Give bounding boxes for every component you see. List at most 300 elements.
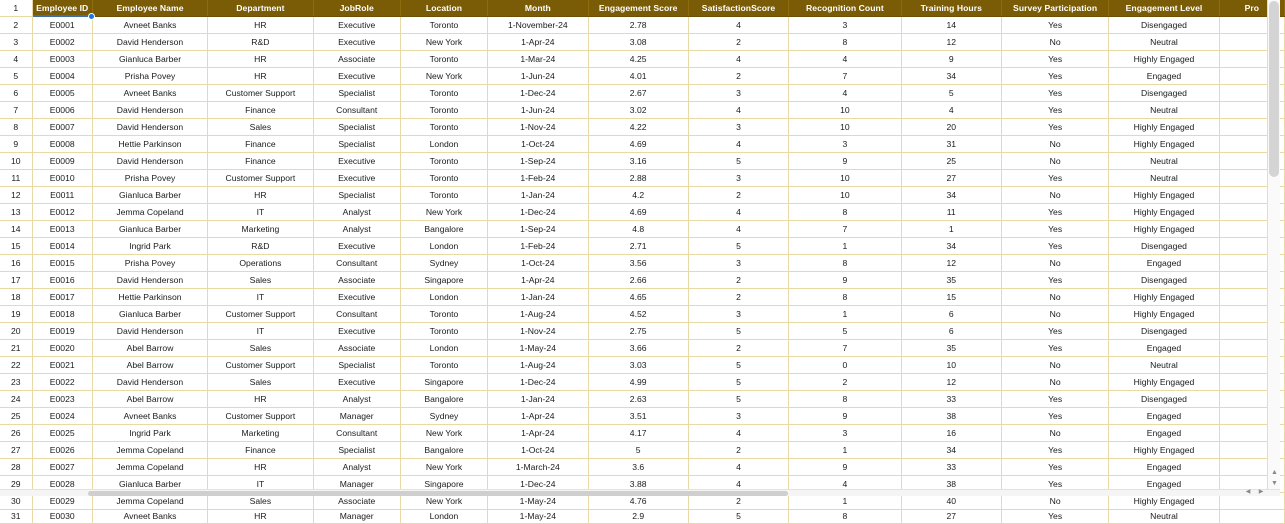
cell-engagement_score[interactable]: 4.76	[588, 493, 688, 510]
row-number[interactable]: 30	[0, 493, 32, 510]
cell-department[interactable]: HR	[208, 68, 313, 85]
cell-location[interactable]: Toronto	[400, 323, 487, 340]
cell-location[interactable]: Toronto	[400, 51, 487, 68]
cell-survey_participation[interactable]: Yes	[1001, 119, 1108, 136]
table-row[interactable]	[0, 221, 1285, 238]
column-header-employee_id[interactable]: Employee ID	[32, 0, 92, 17]
cell-engagement_level[interactable]: Disengaged	[1109, 272, 1219, 289]
cell-month[interactable]: 1-Apr-24	[488, 408, 588, 425]
cell-employee_id[interactable]: E0005	[32, 85, 92, 102]
cell-employee_id[interactable]: E0019	[32, 323, 92, 340]
cell-location[interactable]: Singapore	[400, 374, 487, 391]
cell-recognition_count[interactable]: 10	[789, 170, 901, 187]
cell-location[interactable]: Toronto	[400, 119, 487, 136]
row-number[interactable]: 13	[0, 204, 32, 221]
cell-department[interactable]: HR	[208, 510, 313, 524]
cell-employee_id[interactable]: E0027	[32, 459, 92, 476]
cell-recognition_count[interactable]: 10	[789, 187, 901, 204]
row-number[interactable]: 7	[0, 102, 32, 119]
cell-employee_id[interactable]: E0004	[32, 68, 92, 85]
cell-employee_id[interactable]: E0002	[32, 34, 92, 51]
cell-employee_name[interactable]: David Henderson	[92, 34, 207, 51]
row-number-header[interactable]: 1	[0, 0, 32, 17]
cell-department[interactable]: Customer Support	[208, 408, 313, 425]
cell-engagement_level[interactable]: Engaged	[1109, 255, 1219, 272]
row-number[interactable]: 24	[0, 391, 32, 408]
table-row[interactable]	[0, 238, 1285, 255]
cell-engagement_level[interactable]: Disengaged	[1109, 323, 1219, 340]
cell-promotion[interactable]	[1219, 510, 1284, 524]
row-number[interactable]: 9	[0, 136, 32, 153]
row-number[interactable]: 19	[0, 306, 32, 323]
table-row[interactable]	[0, 170, 1285, 187]
cell-engagement_score[interactable]: 5	[588, 442, 688, 459]
cell-training_hours[interactable]: 27	[901, 510, 1001, 524]
cell-satisfaction_score[interactable]: 3	[688, 170, 788, 187]
cell-satisfaction_score[interactable]: 4	[688, 459, 788, 476]
cell-employee_name[interactable]: Abel Barrow	[92, 391, 207, 408]
cell-engagement_score[interactable]: 4.17	[588, 425, 688, 442]
cell-department[interactable]: Finance	[208, 102, 313, 119]
column-header-month[interactable]: Month	[488, 0, 588, 17]
cell-satisfaction_score[interactable]: 5	[688, 238, 788, 255]
cell-employee_id[interactable]: E0026	[32, 442, 92, 459]
cell-employee_name[interactable]: Prisha Povey	[92, 255, 207, 272]
cell-month[interactable]: 1-May-24	[488, 510, 588, 524]
cell-engagement_score[interactable]: 4.65	[588, 289, 688, 306]
row-number[interactable]: 5	[0, 68, 32, 85]
cell-engagement_level[interactable]: Engaged	[1109, 68, 1219, 85]
table-row[interactable]	[0, 425, 1285, 442]
table-row[interactable]	[0, 136, 1285, 153]
cell-engagement_level[interactable]: Neutral	[1109, 357, 1219, 374]
cell-satisfaction_score[interactable]: 3	[688, 408, 788, 425]
cell-month[interactable]: 1-March-24	[488, 459, 588, 476]
cell-job_role[interactable]: Executive	[313, 17, 400, 34]
row-number[interactable]: 8	[0, 119, 32, 136]
cell-employee_name[interactable]: Abel Barrow	[92, 340, 207, 357]
cell-engagement_level[interactable]: Highly Engaged	[1109, 51, 1219, 68]
table-row[interactable]	[0, 306, 1285, 323]
cell-engagement_score[interactable]: 3.02	[588, 102, 688, 119]
cell-department[interactable]: Finance	[208, 136, 313, 153]
cell-location[interactable]: New York	[400, 68, 487, 85]
cell-training_hours[interactable]: 16	[901, 425, 1001, 442]
cell-month[interactable]: 1-Aug-24	[488, 357, 588, 374]
cell-engagement_level[interactable]: Engaged	[1109, 340, 1219, 357]
cell-job_role[interactable]: Specialist	[313, 136, 400, 153]
cell-recognition_count[interactable]: 9	[789, 153, 901, 170]
column-header-engagement_level[interactable]: Engagement Level	[1109, 0, 1219, 17]
table-row[interactable]	[0, 272, 1285, 289]
cell-satisfaction_score[interactable]: 2	[688, 289, 788, 306]
cell-employee_id[interactable]: E0001	[32, 17, 92, 34]
cell-job_role[interactable]: Consultant	[313, 425, 400, 442]
cell-department[interactable]: Sales	[208, 374, 313, 391]
row-number[interactable]: 17	[0, 272, 32, 289]
cell-survey_participation[interactable]: Yes	[1001, 442, 1108, 459]
cell-recognition_count[interactable]: 3	[789, 136, 901, 153]
cell-employee_id[interactable]: E0030	[32, 510, 92, 524]
cell-employee_name[interactable]: Gianluca Barber	[92, 306, 207, 323]
cell-job_role[interactable]: Associate	[313, 493, 400, 510]
cell-employee_name[interactable]: David Henderson	[92, 323, 207, 340]
cell-engagement_level[interactable]: Highly Engaged	[1109, 442, 1219, 459]
cell-survey_participation[interactable]: No	[1001, 425, 1108, 442]
cell-satisfaction_score[interactable]: 5	[688, 391, 788, 408]
row-number[interactable]: 27	[0, 442, 32, 459]
cell-engagement_score[interactable]: 4.69	[588, 136, 688, 153]
cell-recognition_count[interactable]: 1	[789, 306, 901, 323]
row-number[interactable]: 16	[0, 255, 32, 272]
cell-engagement_level[interactable]: Highly Engaged	[1109, 204, 1219, 221]
cell-recognition_count[interactable]: 3	[789, 17, 901, 34]
cell-job_role[interactable]: Analyst	[313, 204, 400, 221]
cell-employee_name[interactable]: David Henderson	[92, 374, 207, 391]
cell-recognition_count[interactable]: 8	[789, 34, 901, 51]
cell-recognition_count[interactable]: 7	[789, 221, 901, 238]
row-number[interactable]: 28	[0, 459, 32, 476]
cell-recognition_count[interactable]: 4	[789, 85, 901, 102]
cell-training_hours[interactable]: 35	[901, 340, 1001, 357]
cell-satisfaction_score[interactable]: 2	[688, 442, 788, 459]
cell-month[interactable]: 1-Oct-24	[488, 442, 588, 459]
cell-employee_name[interactable]: David Henderson	[92, 119, 207, 136]
column-header-training_hours[interactable]: Training Hours	[901, 0, 1001, 17]
cell-recognition_count[interactable]: 8	[789, 510, 901, 524]
cell-employee_id[interactable]: E0008	[32, 136, 92, 153]
cell-employee_name[interactable]: Gianluca Barber	[92, 187, 207, 204]
cell-employee_name[interactable]: Avneet Banks	[92, 510, 207, 524]
table-row[interactable]	[0, 289, 1285, 306]
cell-training_hours[interactable]: 33	[901, 391, 1001, 408]
cell-employee_name[interactable]: Prisha Povey	[92, 170, 207, 187]
column-header-department[interactable]: Department	[208, 0, 313, 17]
cell-recognition_count[interactable]: 3	[789, 425, 901, 442]
cell-employee_id[interactable]: E0029	[32, 493, 92, 510]
cell-engagement_level[interactable]: Disengaged	[1109, 238, 1219, 255]
cell-location[interactable]: London	[400, 340, 487, 357]
cell-engagement_level[interactable]: Highly Engaged	[1109, 187, 1219, 204]
cell-month[interactable]: 1-Jun-24	[488, 68, 588, 85]
row-number[interactable]: 15	[0, 238, 32, 255]
cell-location[interactable]: New York	[400, 34, 487, 51]
cell-engagement_score[interactable]: 2.66	[588, 272, 688, 289]
cell-job_role[interactable]: Executive	[313, 323, 400, 340]
cell-location[interactable]: Bangalore	[400, 442, 487, 459]
cell-training_hours[interactable]: 31	[901, 136, 1001, 153]
cell-employee_name[interactable]: Ingrid Park	[92, 425, 207, 442]
cell-engagement_score[interactable]: 2.9	[588, 510, 688, 524]
cell-training_hours[interactable]: 12	[901, 374, 1001, 391]
cell-job_role[interactable]: Executive	[313, 170, 400, 187]
cell-satisfaction_score[interactable]: 4	[688, 476, 788, 493]
cell-survey_participation[interactable]: No	[1001, 34, 1108, 51]
cell-training_hours[interactable]: 10	[901, 357, 1001, 374]
table-row[interactable]	[0, 323, 1285, 340]
cell-training_hours[interactable]: 38	[901, 476, 1001, 493]
cell-employee_name[interactable]: David Henderson	[92, 102, 207, 119]
cell-recognition_count[interactable]: 10	[789, 102, 901, 119]
cell-location[interactable]: Toronto	[400, 306, 487, 323]
cell-training_hours[interactable]: 34	[901, 238, 1001, 255]
cell-job_role[interactable]: Consultant	[313, 255, 400, 272]
cell-employee_name[interactable]: Avneet Banks	[92, 85, 207, 102]
cell-department[interactable]: Sales	[208, 493, 313, 510]
row-number[interactable]: 31	[0, 510, 32, 524]
cell-job_role[interactable]: Specialist	[313, 442, 400, 459]
cell-department[interactable]: Marketing	[208, 221, 313, 238]
cell-job_role[interactable]: Manager	[313, 510, 400, 524]
cell-department[interactable]: Finance	[208, 153, 313, 170]
cell-department[interactable]: HR	[208, 17, 313, 34]
cell-training_hours[interactable]: 34	[901, 187, 1001, 204]
selection-handle[interactable]	[88, 13, 95, 20]
cell-job_role[interactable]: Associate	[313, 272, 400, 289]
cell-department[interactable]: Customer Support	[208, 357, 313, 374]
cell-engagement_level[interactable]: Engaged	[1109, 459, 1219, 476]
cell-employee_id[interactable]: E0016	[32, 272, 92, 289]
cell-training_hours[interactable]: 1	[901, 221, 1001, 238]
row-number[interactable]: 21	[0, 340, 32, 357]
cell-job_role[interactable]: Executive	[313, 153, 400, 170]
cell-employee_id[interactable]: E0014	[32, 238, 92, 255]
cell-location[interactable]: Toronto	[400, 153, 487, 170]
row-number[interactable]: 22	[0, 357, 32, 374]
cell-recognition_count[interactable]: 10	[789, 119, 901, 136]
cell-recognition_count[interactable]: 1	[789, 493, 901, 510]
cell-employee_id[interactable]: E0012	[32, 204, 92, 221]
cell-month[interactable]: 1-Nov-24	[488, 323, 588, 340]
cell-survey_participation[interactable]: No	[1001, 136, 1108, 153]
cell-department[interactable]: IT	[208, 323, 313, 340]
cell-survey_participation[interactable]: No	[1001, 187, 1108, 204]
cell-job_role[interactable]: Consultant	[313, 306, 400, 323]
cell-training_hours[interactable]: 4	[901, 102, 1001, 119]
cell-employee_id[interactable]: E0020	[32, 340, 92, 357]
cell-satisfaction_score[interactable]: 2	[688, 68, 788, 85]
cell-training_hours[interactable]: 34	[901, 68, 1001, 85]
cell-job_role[interactable]: Executive	[313, 289, 400, 306]
cell-training_hours[interactable]: 12	[901, 34, 1001, 51]
cell-month[interactable]: 1-Oct-24	[488, 136, 588, 153]
cell-job_role[interactable]: Executive	[313, 34, 400, 51]
row-number[interactable]: 29	[0, 476, 32, 493]
row-number[interactable]: 26	[0, 425, 32, 442]
cell-recognition_count[interactable]: 9	[789, 408, 901, 425]
cell-engagement_score[interactable]: 2.63	[588, 391, 688, 408]
cell-job_role[interactable]: Specialist	[313, 187, 400, 204]
cell-department[interactable]: IT	[208, 204, 313, 221]
cell-month[interactable]: 1-Oct-24	[488, 255, 588, 272]
row-number[interactable]: 4	[0, 51, 32, 68]
cell-engagement_score[interactable]: 4.22	[588, 119, 688, 136]
column-header-survey_participation[interactable]: Survey Participation	[1001, 0, 1108, 17]
cell-training_hours[interactable]: 12	[901, 255, 1001, 272]
cell-location[interactable]: Toronto	[400, 187, 487, 204]
cell-recognition_count[interactable]: 1	[789, 442, 901, 459]
cell-recognition_count[interactable]: 9	[789, 272, 901, 289]
cell-recognition_count[interactable]: 8	[789, 391, 901, 408]
cell-satisfaction_score[interactable]: 4	[688, 17, 788, 34]
cell-month[interactable]: 1-Dec-24	[488, 85, 588, 102]
cell-location[interactable]: London	[400, 510, 487, 524]
cell-job_role[interactable]: Executive	[313, 68, 400, 85]
cell-satisfaction_score[interactable]: 2	[688, 187, 788, 204]
scroll-down-arrow-icon[interactable]: ▼	[1271, 480, 1278, 487]
table-row[interactable]	[0, 374, 1285, 391]
cell-month[interactable]: 1-Feb-24	[488, 238, 588, 255]
table-row[interactable]	[0, 391, 1285, 408]
cell-recognition_count[interactable]: 4	[789, 476, 901, 493]
grid-body[interactable]	[0, 17, 1285, 524]
cell-engagement_score[interactable]: 2.67	[588, 85, 688, 102]
cell-engagement_level[interactable]: Highly Engaged	[1109, 119, 1219, 136]
column-header-location[interactable]: Location	[400, 0, 487, 17]
cell-satisfaction_score[interactable]: 2	[688, 34, 788, 51]
cell-training_hours[interactable]: 15	[901, 289, 1001, 306]
cell-engagement_level[interactable]: Highly Engaged	[1109, 374, 1219, 391]
cell-engagement_score[interactable]: 2.78	[588, 17, 688, 34]
cell-engagement_level[interactable]: Neutral	[1109, 170, 1219, 187]
cell-employee_name[interactable]: David Henderson	[92, 153, 207, 170]
cell-location[interactable]: New York	[400, 459, 487, 476]
cell-month[interactable]: 1-May-24	[488, 493, 588, 510]
cell-employee_id[interactable]: E0009	[32, 153, 92, 170]
cell-recognition_count[interactable]: 1	[789, 238, 901, 255]
cell-employee_name[interactable]: Hettie Parkinson	[92, 289, 207, 306]
cell-engagement_level[interactable]: Highly Engaged	[1109, 221, 1219, 238]
cell-employee_name[interactable]: David Henderson	[92, 272, 207, 289]
cell-employee_id[interactable]: E0011	[32, 187, 92, 204]
cell-survey_participation[interactable]: Yes	[1001, 323, 1108, 340]
table-row[interactable]	[0, 340, 1285, 357]
cell-training_hours[interactable]: 40	[901, 493, 1001, 510]
cell-employee_name[interactable]: Prisha Povey	[92, 68, 207, 85]
cell-location[interactable]: Toronto	[400, 17, 487, 34]
table-row[interactable]	[0, 68, 1285, 85]
cell-job_role[interactable]: Specialist	[313, 119, 400, 136]
cell-employee_id[interactable]: E0018	[32, 306, 92, 323]
row-number[interactable]: 11	[0, 170, 32, 187]
cell-training_hours[interactable]: 27	[901, 170, 1001, 187]
cell-location[interactable]: Sydney	[400, 408, 487, 425]
cell-department[interactable]: Sales	[208, 340, 313, 357]
cell-engagement_score[interactable]: 4.69	[588, 204, 688, 221]
row-number[interactable]: 14	[0, 221, 32, 238]
cell-employee_id[interactable]: E0024	[32, 408, 92, 425]
cell-survey_participation[interactable]: Yes	[1001, 510, 1108, 524]
cell-engagement_level[interactable]: Neutral	[1109, 510, 1219, 524]
cell-survey_participation[interactable]: Yes	[1001, 51, 1108, 68]
cell-employee_id[interactable]: E0023	[32, 391, 92, 408]
cell-job_role[interactable]: Associate	[313, 340, 400, 357]
cell-survey_participation[interactable]: No	[1001, 357, 1108, 374]
cell-survey_participation[interactable]: Yes	[1001, 238, 1108, 255]
cell-engagement_level[interactable]: Neutral	[1109, 34, 1219, 51]
cell-month[interactable]: 1-Apr-24	[488, 425, 588, 442]
cell-month[interactable]: 1-Apr-24	[488, 272, 588, 289]
cell-survey_participation[interactable]: Yes	[1001, 17, 1108, 34]
cell-recognition_count[interactable]: 8	[789, 204, 901, 221]
cell-month[interactable]: 1-Jan-24	[488, 187, 588, 204]
row-number[interactable]: 10	[0, 153, 32, 170]
cell-job_role[interactable]: Associate	[313, 51, 400, 68]
table-row[interactable]	[0, 510, 1285, 524]
cell-location[interactable]: Toronto	[400, 102, 487, 119]
table-row[interactable]	[0, 85, 1285, 102]
cell-survey_participation[interactable]: No	[1001, 306, 1108, 323]
cell-engagement_level[interactable]: Engaged	[1109, 425, 1219, 442]
cell-survey_participation[interactable]: Yes	[1001, 340, 1108, 357]
cell-month[interactable]: 1-May-24	[488, 340, 588, 357]
cell-engagement_score[interactable]: 2.88	[588, 170, 688, 187]
cell-month[interactable]: 1-Sep-24	[488, 153, 588, 170]
cell-month[interactable]: 1-Dec-24	[488, 374, 588, 391]
cell-satisfaction_score[interactable]: 3	[688, 119, 788, 136]
cell-job_role[interactable]: Consultant	[313, 102, 400, 119]
cell-survey_participation[interactable]: Yes	[1001, 408, 1108, 425]
cell-department[interactable]: Finance	[208, 442, 313, 459]
cell-satisfaction_score[interactable]: 4	[688, 221, 788, 238]
cell-employee_id[interactable]: E0025	[32, 425, 92, 442]
cell-survey_participation[interactable]: Yes	[1001, 391, 1108, 408]
table-row[interactable]	[0, 102, 1285, 119]
cell-engagement_score[interactable]: 4.8	[588, 221, 688, 238]
cell-engagement_score[interactable]: 3.66	[588, 340, 688, 357]
cell-department[interactable]: Sales	[208, 272, 313, 289]
cell-engagement_score[interactable]: 2.75	[588, 323, 688, 340]
cell-satisfaction_score[interactable]: 5	[688, 153, 788, 170]
cell-training_hours[interactable]: 25	[901, 153, 1001, 170]
vertical-scrollbar-thumb[interactable]	[1269, 1, 1279, 177]
cell-employee_name[interactable]: Gianluca Barber	[92, 221, 207, 238]
cell-location[interactable]: Toronto	[400, 85, 487, 102]
cell-employee_id[interactable]: E0003	[32, 51, 92, 68]
cell-survey_participation[interactable]: Yes	[1001, 476, 1108, 493]
cell-location[interactable]: London	[400, 289, 487, 306]
cell-engagement_score[interactable]: 4.01	[588, 68, 688, 85]
cell-engagement_score[interactable]: 3.56	[588, 255, 688, 272]
table-row[interactable]	[0, 255, 1285, 272]
table-row[interactable]	[0, 408, 1285, 425]
cell-satisfaction_score[interactable]: 4	[688, 204, 788, 221]
column-header-satisfaction_score[interactable]: SatisfactionScore	[688, 0, 788, 17]
cell-department[interactable]: Marketing	[208, 425, 313, 442]
horizontal-scrollbar-thumb[interactable]	[88, 491, 788, 496]
cell-department[interactable]: Sales	[208, 119, 313, 136]
cell-training_hours[interactable]: 20	[901, 119, 1001, 136]
cell-training_hours[interactable]: 34	[901, 442, 1001, 459]
cell-job_role[interactable]: Specialist	[313, 357, 400, 374]
cell-satisfaction_score[interactable]: 4	[688, 425, 788, 442]
cell-survey_participation[interactable]: Yes	[1001, 68, 1108, 85]
cell-department[interactable]: Operations	[208, 255, 313, 272]
cell-job_role[interactable]: Executive	[313, 238, 400, 255]
cell-employee_id[interactable]: E0022	[32, 374, 92, 391]
cell-engagement_level[interactable]: Engaged	[1109, 476, 1219, 493]
cell-department[interactable]: R&D	[208, 34, 313, 51]
cell-month[interactable]: 1-Dec-24	[488, 204, 588, 221]
cell-month[interactable]: 1-Mar-24	[488, 51, 588, 68]
scroll-right-arrow-icon[interactable]: ▶	[1258, 489, 1264, 495]
table-row[interactable]	[0, 442, 1285, 459]
cell-training_hours[interactable]: 38	[901, 408, 1001, 425]
cell-location[interactable]: London	[400, 136, 487, 153]
cell-training_hours[interactable]: 6	[901, 323, 1001, 340]
cell-satisfaction_score[interactable]: 5	[688, 374, 788, 391]
cell-employee_name[interactable]: Avneet Banks	[92, 17, 207, 34]
